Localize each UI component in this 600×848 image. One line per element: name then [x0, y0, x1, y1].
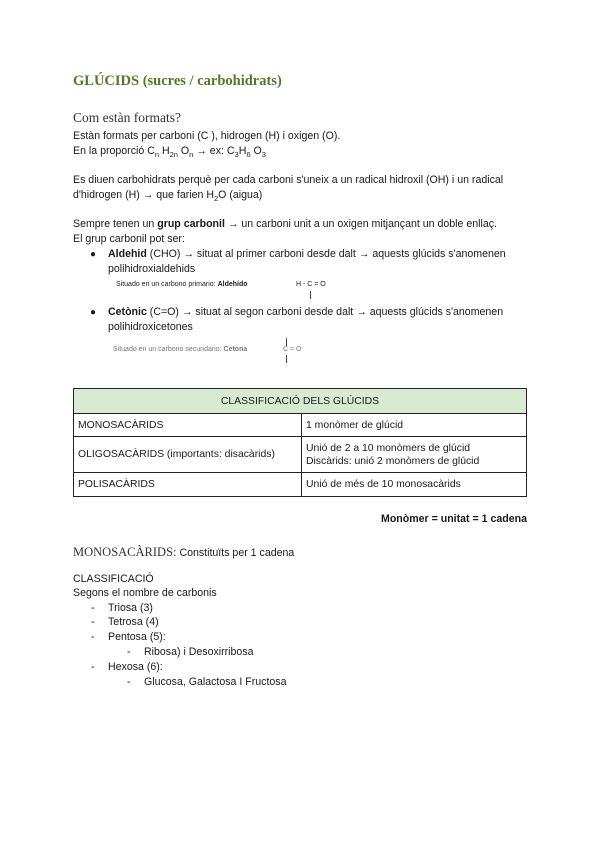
table-row	[74, 414, 527, 437]
table-row	[74, 437, 527, 473]
paragraph-carbonyl: Sempre tenen un grup carbonil → un carboni unit a un oxigen mitjançant un doble enllaç.	[73, 218, 497, 230]
ketone-formula: C = O	[283, 346, 302, 353]
table-cell-desc: Unió de més de 10 monosacàrids	[302, 473, 527, 497]
ketone-caption: Situado en un carbono secundario: Cetona	[113, 346, 248, 353]
table-cell-name: POLISACÀRIDS	[74, 473, 302, 497]
aldehyde-bond-line	[310, 291, 311, 299]
table-cell-name: MONOSACÀRIDS	[74, 414, 302, 437]
ketone-bond-line-bottom	[286, 355, 287, 363]
table-cell-name: OLIGOSACÀRIDS (importants: disacàrids)	[74, 437, 302, 473]
table-cell-desc: 1 monòmer de glúcid	[302, 414, 527, 437]
classification-title: CLASSIFICACIÓ	[73, 573, 154, 585]
example-formula: $C_3H_6$ $O_3$	[226, 145, 266, 160]
monosaccharides-heading: MONOSACÀRIDS: Constituïts per 1 cadena	[73, 545, 295, 559]
paragraph-carbonyl-types: El grup carbonil pot ser:	[73, 233, 185, 245]
paragraph-composition: Estàn formats per carboni (C ), hidrogen (H) i oxigen (O).	[73, 130, 341, 142]
table-row	[74, 473, 527, 497]
bullet-dot: ●	[90, 249, 97, 260]
section-heading-how-formed: Com estàn formats?	[73, 110, 181, 125]
aldehyde-formula: H - C = O	[296, 281, 326, 288]
paragraph-proportion: En la proporció $C_n$ $H_{2n}$ $O_n$ → ex: $C_3H_6$ $O_3$	[73, 145, 266, 160]
table-header: CLASSIFICACIÓ DELS GLÚCIDS	[74, 389, 527, 414]
aldehyde-caption: Situado en un carbono primario: Aldehído	[116, 281, 248, 288]
page-title: GLÚCIDS (sucres / carbohidrats)	[73, 73, 282, 89]
classification-subtitle: Segons el nombre de carbonis	[73, 587, 217, 599]
monomer-note: Monòmer = unitat = 1 cadena	[381, 513, 527, 525]
bullet-dot: ●	[90, 307, 97, 318]
document-page: GLÚCIDS (sucres / carbohidrats) Com estàn formats? Estàn formats per carboni (C ), hidrogen (H) i oxigen (O). En la proporció $C_n$ $H_{2n}$ $O_n$ → ex: $C_3H_6$ $O_3$ Es diuen carbohidrats perquè per cada carboni s'uneix a un radical hidroxil (OH) i un radical d'hidrogen (H) → que farien $H_2O$ (aigua) Sempre tenen un grup carbonil → un carboni unit a un oxigen mitjançant un doble enllaç. El grup carbonil pot ser: ● Aldehid (CHO) → situat al primer carboni desde dalt → aquests glúcids s'anomenen polihidroxialdehids Situado en un carbono primario: Aldehído H - C = O ● Cetònic (C=O) → situat al segon carboni desde dalt → aquests glúcids s'anomenen polihidroxicetones Situado en un carbono secundario: Cetona C = O CLASSIFICACIÓ DELS GLÚCIDS MONOSACÀRIDS 1 monòmer de glúcid OLIGOSACÀRIDS (importants: disacàrids) Unió de 2 a 10 monòmers de glúcid Discàrids: unió 2 monòmers de glúcid POLISACÀRIDS Unió de més de 10 monosacàrids Monòmer = unitat = 1 cadena MONOSACÀRIDS: Constituïts per 1 cadena CLASSIFICACIÓ Segons el nombre de carbonis - Triosa (3) - Tetrosa (4) - Pentosa (5): - Ribosa) i Desoxirribosa - Hexosa (6): - Glucosa, Galactosa I Fructosa	[73, 73, 527, 688]
paragraph-why-named: Es diuen carbohidrats perquè per cada carboni s'uneix a un radical hidroxil (OH) i un radical	[73, 174, 504, 186]
table-header-row	[74, 389, 527, 414]
paragraph-water: d'hidrogen (H) → que farien $H_2O$ (aigua)	[73, 189, 263, 204]
classification-table	[73, 388, 527, 497]
ketone-bond-line-top	[286, 338, 287, 346]
table-cell-desc: Unió de 2 a 10 monòmers de glúcid Discàrids: unió 2 monòmers de glúcid	[302, 437, 527, 473]
general-formula: $C_n$ $H_{2n}$ $O_n$	[147, 145, 194, 160]
